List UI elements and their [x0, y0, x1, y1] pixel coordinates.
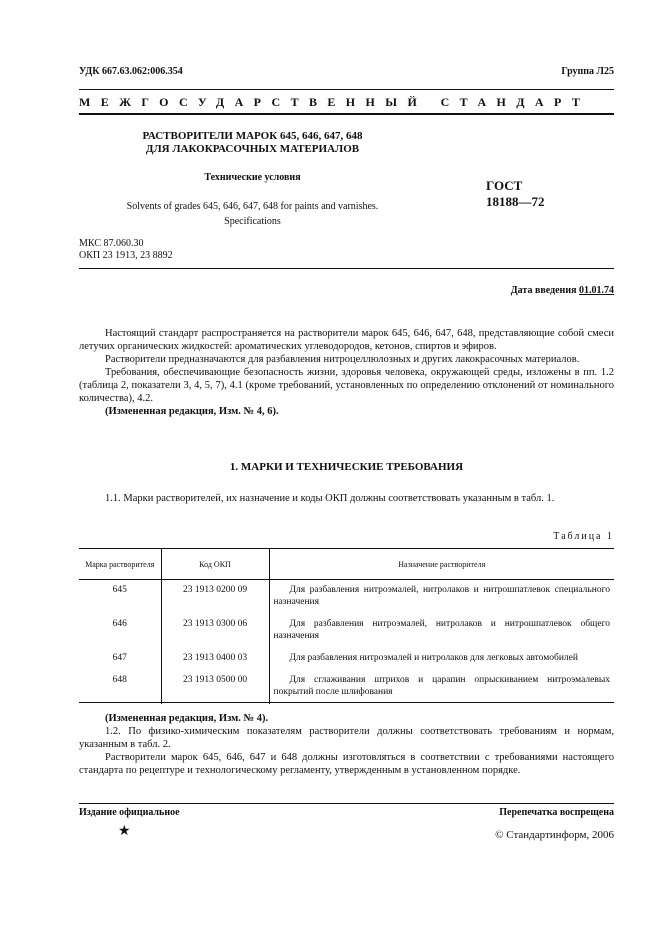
reprint-prohibited: Перепечатка воспрещена [499, 807, 614, 818]
cell-code: 23 1913 0200 09 [161, 580, 269, 615]
table-row [79, 648, 614, 670]
table-row [79, 580, 614, 615]
section-1-text [79, 492, 614, 505]
gost-label: ГОСТ [486, 178, 523, 193]
cell-grade: 645 [112, 585, 127, 595]
okp-code: ОКП 23 1913, 23 8892 [79, 250, 173, 261]
document-title [95, 130, 410, 156]
cell-purpose: Для разбавления нитроэмалей и нитролаков для легковых автомобилей [269, 648, 614, 670]
group-code: Группа Л25 [561, 66, 614, 77]
intro-text [79, 327, 614, 418]
star-icon: ★ [118, 824, 131, 839]
section-1-paragraph-1: 1.1. Марки растворителей, их назначение и коды ОКП должны соответствовать указанным в табл. 1. [105, 493, 555, 504]
header-rule-bottom [79, 113, 614, 115]
cell-code: 23 1913 0300 06 [161, 614, 269, 648]
intro-amendment-note: (Измененная редакция, Изм. № 4, 6). [105, 406, 279, 417]
table-1-bottom-rule [79, 702, 614, 703]
table-1-label: Таблица 1 [553, 531, 614, 542]
clause-1-2-paragraph: 1.2. По физико-химическим показателям растворители должны соответствовать требованиям и нормам, указанным в табл. 2. [79, 726, 614, 750]
cell-purpose: Для разбавления нитроэмалей, нитролаков и нитрошпатлевок специального назначения [269, 580, 614, 615]
header-grade: Марка растворителя [79, 549, 161, 580]
copyright: © Стандартинформ, 2006 [495, 829, 614, 841]
effective-date-value: 01.01.74 [579, 285, 614, 296]
section-1-title: 1. МАРКИ И ТЕХНИЧЕСКИЕ ТРЕБОВАНИЯ [229, 461, 464, 473]
table-row [79, 614, 614, 648]
english-title-line-2: Specifications [224, 216, 281, 227]
header-rule-top [79, 89, 614, 90]
standard-banner: МЕЖГОСУДАРСТВЕННЫЙ СТАНДАРТ [79, 95, 591, 109]
after-table-text [79, 712, 614, 777]
document-subtitle: Технические условия [204, 172, 301, 183]
header-code: Код ОКП [161, 549, 269, 580]
gost-designation [486, 178, 545, 210]
gost-number: 18188—72 [486, 194, 545, 209]
cell-grade: 647 [112, 653, 127, 663]
english-title-line-1: Solvents of grades 645, 646, 647, 648 for paints and varnishes. [126, 201, 379, 212]
table-row [79, 670, 614, 704]
cell-purpose: Для сглаживания штрихов и царапин опрыскиванием нитроэмалевых покрытий после шлифования [269, 670, 614, 704]
title-line-1: РАСТВОРИТЕЛИ МАРОК 645, 646, 647, 648 [142, 130, 363, 142]
cell-code: 23 1913 0400 03 [161, 648, 269, 670]
cell-grade: 646 [112, 619, 127, 629]
manufacturing-paragraph: Растворители марок 645, 646, 647 и 648 должны изготовляться в соответствии с требованиями настоящего стандарта по рецептуре и технологическому регламенту, утвержденным в установленном порядке. [79, 752, 614, 776]
cell-code: 23 1913 0500 00 [161, 670, 269, 704]
effective-date-label: Дата введения [510, 285, 577, 296]
english-title [95, 199, 410, 229]
table-header-row [79, 549, 614, 580]
classification-codes [79, 238, 173, 262]
cell-purpose: Для разбавления нитроэмалей, нитролаков и нитрошпатлевок общего назначения [269, 614, 614, 648]
cell-grade: 648 [112, 675, 127, 685]
intro-paragraph-3: Требования, обеспечивающие безопасность жизни, здоровья человека, окружающей среды, изложены в пп. 1.2 (таблица 2, показатели 3, 4, 5, 7), 4.1 (кроме требований, установленных по определению отклонений от номинального количества), 4.2. [79, 367, 614, 404]
official-edition: Издание официальное [79, 807, 180, 818]
table-1 [79, 548, 614, 704]
table-amendment-note: (Измененная редакция, Изм. № 4). [105, 713, 269, 724]
intro-paragraph-2: Растворители предназначаются для разбавления нитроцеллюлозных и других лакокрасочных материалов. [105, 354, 580, 365]
title-line-2: ДЛЯ ЛАКОКРАСОЧНЫХ МАТЕРИАЛОВ [145, 143, 360, 155]
intro-paragraph-1: Настоящий стандарт распространяется на растворители марок 645, 646, 647, 648, представляющие собой смеси летучих органических жидкостей: ароматических углеводородов, кетонов, спиртов и эфиров. [79, 328, 614, 352]
footer-rule [79, 803, 614, 804]
udk-code: УДК 667.63.062:006.354 [79, 66, 183, 77]
mks-code: МКС 87.060.30 [79, 238, 144, 249]
effective-date [511, 285, 614, 296]
codes-rule [79, 268, 614, 269]
header-purpose: Назначение растворителя [269, 549, 614, 580]
